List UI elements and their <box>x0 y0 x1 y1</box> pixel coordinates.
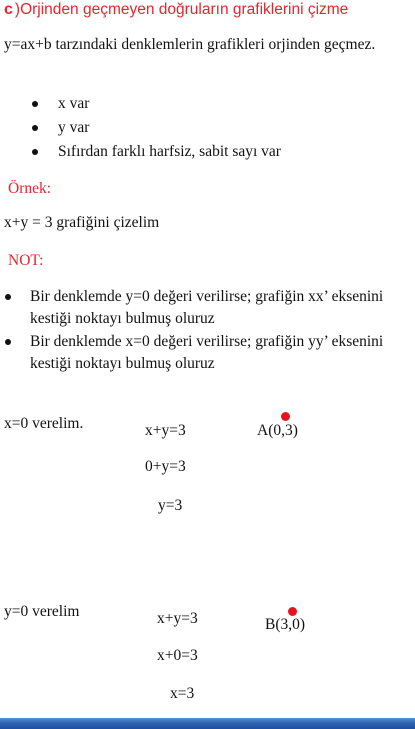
point-b-marker <box>288 607 297 616</box>
note-item: Bir denklemde y=0 değeri verilirse; grafiğin xx’ eksenini kestiği noktayı bulmuş oluruz <box>4 286 404 330</box>
step-y0-line: x+0=3 <box>157 647 198 664</box>
step-x0-line: 0+y=3 <box>145 458 186 475</box>
note-item: Bir denklemde x=0 değeri verilirse; grafiğin yy’ eksenini kestiği noktayı bulmuş oluruz <box>4 331 404 375</box>
intro-paragraph: y=ax+b tarzındaki denklemlerin grafikleri orjinden geçmez. <box>4 36 376 53</box>
list-item: Sıfırdan farklı harfsiz, sabit sayı var <box>32 140 281 164</box>
step-x0-line: y=3 <box>158 497 183 514</box>
note-list <box>4 286 404 375</box>
note-label: NOT: <box>8 252 44 269</box>
point-a-label: A(0,3) <box>257 422 298 439</box>
bottom-bar <box>0 718 415 729</box>
example-statement: x+y = 3 grafiğini çizelim <box>4 214 160 231</box>
list-item: y var <box>32 116 281 140</box>
step-y0-line: x+y=3 <box>157 610 198 627</box>
point-a-marker <box>281 412 290 421</box>
step-y0-line: x=3 <box>170 685 195 702</box>
step-x0-label: x=0 verelim. <box>4 415 84 432</box>
example-label: Örnek: <box>8 180 52 197</box>
section-heading-text: )Orjinden geçmeyen doğruların grafiklerini çizme <box>14 1 349 18</box>
section-heading <box>4 0 348 20</box>
step-x0-line: x+y=3 <box>145 422 186 439</box>
section-letter: c <box>4 1 13 18</box>
conditions-list <box>32 92 281 164</box>
step-y0-label: y=0 verelim <box>4 603 80 620</box>
list-item: x var <box>32 92 281 116</box>
point-b-label: B(3,0) <box>265 616 306 633</box>
